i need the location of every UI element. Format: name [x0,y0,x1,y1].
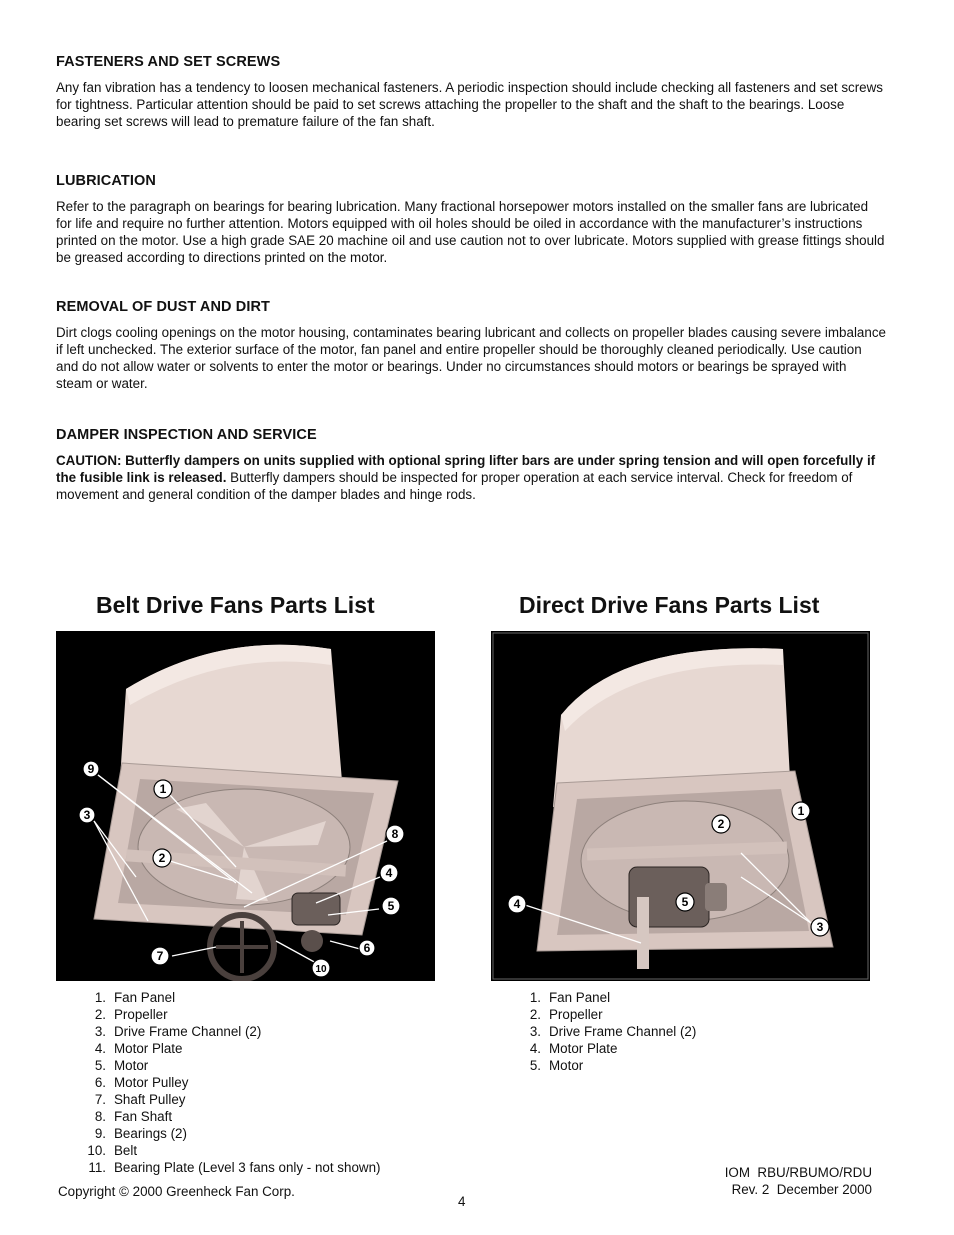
callout-label: 6 [363,941,371,955]
item-label: Propeller [549,1007,603,1022]
callout-3 [811,918,829,936]
section-damper [56,427,886,503]
item-number: 6. [94,1075,106,1090]
section-lubrication [56,173,886,266]
copyright: Copyright © 2000 Greenheck Fan Corp. [58,1184,295,1199]
list-item [521,1040,696,1057]
list-item [521,1006,696,1023]
direct-drive-fan-illustration [491,631,870,981]
callout-1 [792,802,810,820]
callout-label: 3 [816,920,824,934]
doc-id: IOM RBU/RBUMO/RDU [724,1165,872,1180]
section-heading: FASTENERS AND SET SCREWS [56,54,281,70]
callout-4 [508,895,526,913]
callout-label: 3 [83,808,91,822]
callout-4 [380,864,398,882]
item-label: Drive Frame Channel (2) [549,1024,697,1039]
item-number: 5. [529,1058,541,1073]
item-number: 9. [94,1126,106,1141]
belt-drive-title: Belt Drive Fans Parts List [96,592,375,618]
callout-9 [83,761,99,777]
item-label: Motor [549,1058,584,1073]
item-number: 3. [529,1024,541,1039]
item-label: Fan Panel [549,990,611,1005]
list-item [86,1091,380,1108]
section-dust-dirt [56,299,886,392]
callout-label: 4 [513,897,521,911]
item-label: Propeller [114,1007,168,1022]
item-label: Shaft Pulley [114,1092,186,1107]
section-heading: DAMPER INSPECTION AND SERVICE [56,427,317,443]
item-number: 7. [94,1092,106,1107]
section-body: Dirt clogs cooling openings on the motor housing, contaminates bearing lubricant and collects on propeller blades causing severe imbalance if left unchecked. The exterior surface of the motor, fan panel and entire propeller should be thoroughly cleaned periodically. Use caution and do not allow water or solvents to enter the motor or bearings. Under no circumstances should motors or bearings be sprayed with steam or water. [56,325,886,391]
list-item [86,1074,380,1091]
caution-text: CAUTION: Butterfly dampers on units supplied with optional spring lifter bars are under spring tension and will open forcefully if the fusible link is released. [56,453,876,485]
list-item [86,989,380,1006]
callout-5 [676,893,694,911]
list-item [521,989,696,1006]
item-number: 3. [94,1024,106,1039]
callout-label: 1 [159,782,167,796]
callout-10 [312,959,330,977]
callout-1 [154,780,172,798]
item-number: 4. [94,1041,106,1056]
item-label: Fan Panel [114,990,176,1005]
section-heading: REMOVAL OF DUST AND DIRT [56,299,270,315]
section-fasteners [56,54,886,130]
item-number: 5. [94,1058,106,1073]
item-label: Motor Plate [114,1041,183,1056]
list-item [86,1006,380,1023]
callout-3 [79,807,95,823]
item-label: Motor Pulley [114,1075,189,1090]
callout-label: 9 [87,762,95,776]
page-number: 4 [458,1194,466,1209]
belt-drive-parts-list [86,989,380,1176]
callout-6 [359,940,375,956]
callout-label: 10 [315,964,327,975]
list-item [86,1125,380,1142]
section-body: Any fan vibration has a tendency to loosen mechanical fasteners. A periodic inspection should include checking all fasteners and set screws for tightness. Particular attention should be paid to set screws attaching the propeller to the shaft and the shaft to the bearings. Loose bearing set screws will lead to premature failure of the fan shaft. [56,80,883,129]
callout-2 [712,815,730,833]
item-label: Motor [114,1058,149,1073]
direct-drive-parts-list [521,989,696,1074]
section-body [56,452,886,503]
item-number: 4. [529,1041,541,1056]
list-item [521,1023,696,1040]
belt-drive-fan-photo [56,631,435,981]
callout-label: 2 [158,851,166,865]
callout-7 [151,947,169,965]
item-label: Belt [114,1143,138,1158]
item-number: 11. [88,1160,106,1175]
list-item [86,1159,380,1176]
item-number: 2. [529,1007,541,1022]
damper-body-text: Butterfly dampers should be inspected for proper operation at each service interval. Check for freedom of movement and general condition of the damper blades and hinge rods. [56,470,853,502]
callout-label: 2 [717,817,725,831]
list-item [86,1057,380,1074]
callout-label: 4 [385,866,393,880]
item-number: 2. [94,1007,106,1022]
callout-5 [382,897,400,915]
item-number: 8. [94,1109,106,1124]
item-label: Bearing Plate (Level 3 fans only - not shown) [114,1160,381,1175]
list-item [86,1142,380,1159]
list-item [86,1108,380,1125]
list-item [86,1040,380,1057]
item-number: 10. [87,1143,106,1158]
callout-label: 8 [391,827,399,841]
item-label: Bearings (2) [114,1126,187,1141]
section-body: Refer to the paragraph on bearings for bearing lubrication. Many fractional horsepower motors installed on the smaller fans are lubricated for life and require no further attention. Motors equipped with oil holes should be oiled in accordance with the manufacturer’s instructions printed on the motor. Use a high grade SAE 20 machine oil and use caution not to over lubricate. Motors supplied with grease fittings should be greased according to directions printed on the motor. [56,199,885,265]
callout-label: 1 [797,804,805,818]
item-label: Motor Plate [549,1041,618,1056]
callout-label: 7 [156,949,164,963]
revision: Rev. 2 December 2000 [731,1182,872,1197]
callout-2 [153,849,171,867]
direct-drive-title: Direct Drive Fans Parts List [519,592,820,618]
list-item [521,1057,696,1074]
belt-drive-fan-illustration [56,631,435,981]
list-item [86,1023,380,1040]
section-heading: LUBRICATION [56,173,156,189]
item-label: Fan Shaft [114,1109,173,1124]
callout-8 [386,825,404,843]
direct-drive-fan-photo [491,631,870,981]
item-number: 1. [94,990,106,1005]
callout-label: 5 [681,895,689,909]
item-label: Drive Frame Channel (2) [114,1024,262,1039]
item-number: 1. [529,990,541,1005]
callout-label: 5 [387,899,395,913]
document-footer [700,1164,872,1198]
